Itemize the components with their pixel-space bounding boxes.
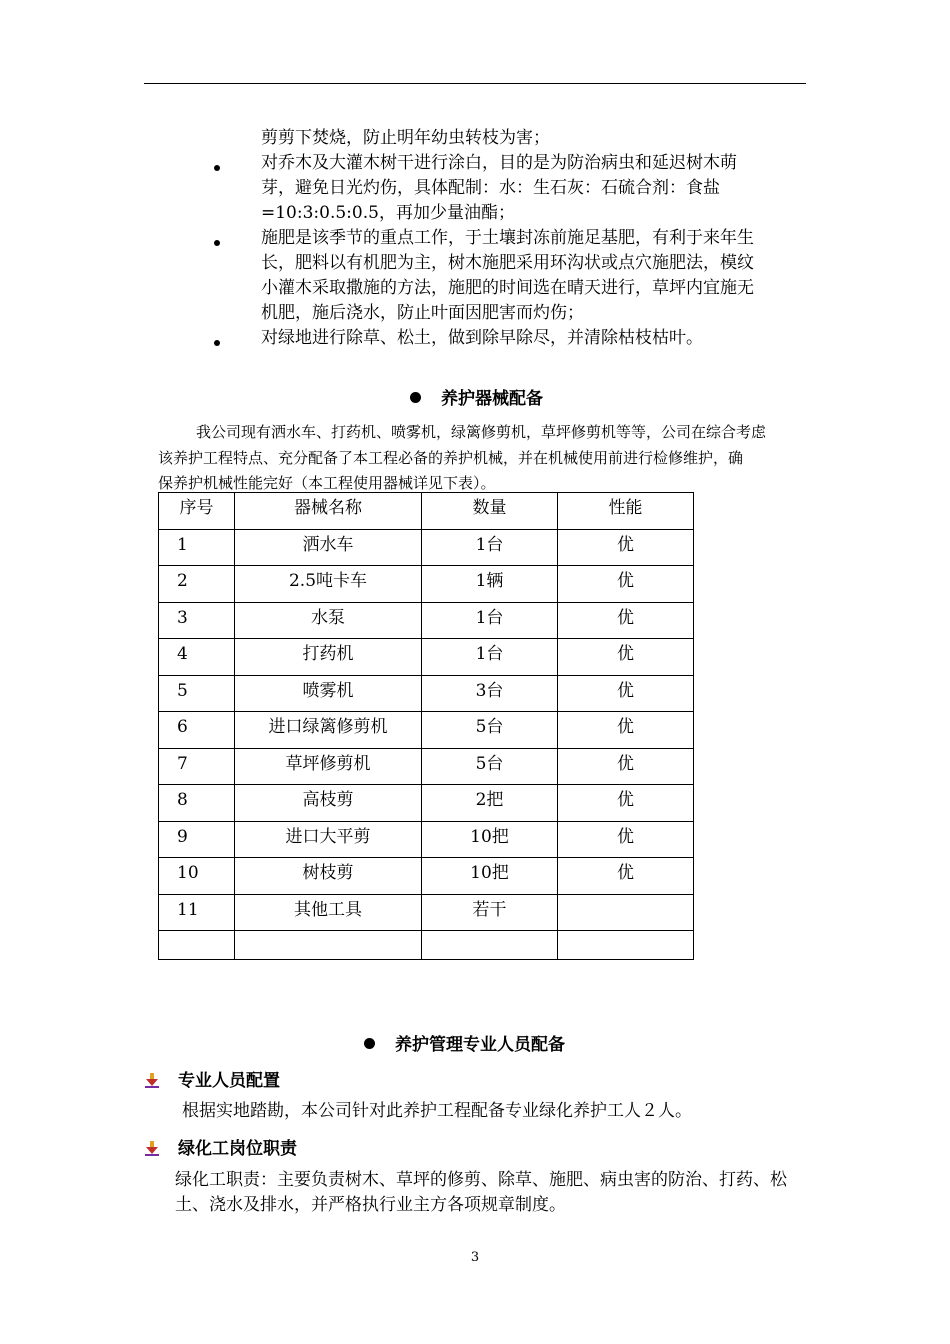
table-row	[159, 785, 694, 822]
cell-qty: 10把	[422, 858, 558, 895]
cell-index: 8	[159, 785, 235, 822]
cell-name: 2.5吨卡车	[235, 566, 422, 603]
cell-name: 喷雾机	[235, 675, 422, 712]
cell-perf: 优	[558, 602, 694, 639]
cell-index: 4	[159, 639, 235, 676]
cell-qty: 2把	[422, 785, 558, 822]
table-row	[159, 821, 694, 858]
cell-qty	[422, 931, 558, 960]
bullet-dot	[410, 392, 421, 403]
cell-perf	[558, 931, 694, 960]
page-number: 3	[470, 1250, 480, 1265]
cell-qty: 10把	[422, 821, 558, 858]
cell-index: 9	[159, 821, 235, 858]
duties-line-1: 绿化工职责：主要负责树木、草坪的修剪、除草、施肥、病虫害的防治、打药、松	[175, 1170, 787, 1190]
bullet-2-line-1: 施肥是该季节的重点工作，于土壤封冻前施足基肥，有利于来年生	[261, 228, 754, 248]
bullet-dot	[214, 240, 220, 246]
cell-name: 进口绿篱修剪机	[235, 712, 422, 749]
cell-name: 打药机	[235, 639, 422, 676]
intro-line-3: 保养护机械性能完好（本工程使用器械详见下表）。	[158, 474, 496, 492]
cell-perf: 优	[558, 858, 694, 895]
cell-name: 树枝剪	[235, 858, 422, 895]
bullet-dot	[364, 1038, 375, 1049]
subheading-staffing: 专业人员配置	[144, 1066, 280, 1091]
cell-perf	[558, 894, 694, 931]
cell-index: 2	[159, 566, 235, 603]
table-header-row	[159, 493, 694, 530]
bullet-2-line-4: 机肥，施后浇水，防止叶面因肥害而灼伤；	[261, 303, 584, 323]
cell-name	[235, 931, 422, 960]
cell-index: 5	[159, 675, 235, 712]
cell-qty: 1辆	[422, 566, 558, 603]
cell-index: 3	[159, 602, 235, 639]
bullet-2-line-2: 长，肥料以有机肥为主，树木施肥采用环沟状或点穴施肥法，模纹	[261, 253, 754, 273]
intro-line-2: 该养护工程特点、充分配备了本工程必备的养护机械，并在机械使用前进行检修维护，确	[158, 449, 744, 467]
cell-perf: 优	[558, 821, 694, 858]
table-row	[159, 675, 694, 712]
cell-name: 草坪修剪机	[235, 748, 422, 785]
bullet-1-line-1: 对乔木及大灌木树干进行涂白，目的是为防治病虫和延迟树木萌	[261, 153, 737, 173]
cell-perf: 优	[558, 529, 694, 566]
cell-perf: 优	[558, 785, 694, 822]
table-row	[159, 566, 694, 603]
cell-qty: 5台	[422, 712, 558, 749]
cell-name: 其他工具	[235, 894, 422, 931]
bullet-dot	[214, 340, 220, 346]
table-row	[159, 639, 694, 676]
cell-perf: 优	[558, 675, 694, 712]
cell-index: 6	[159, 712, 235, 749]
cell-perf: 优	[558, 712, 694, 749]
cell-qty: 1台	[422, 529, 558, 566]
table-header: 数量	[422, 493, 558, 530]
cell-qty: 3台	[422, 675, 558, 712]
cell-qty: 5台	[422, 748, 558, 785]
table-row	[159, 529, 694, 566]
cell-index: 7	[159, 748, 235, 785]
bullet-3-line-1: 对绿地进行除草、松土，做到除早除尽，并清除枯枝枯叶。	[261, 328, 703, 348]
cell-perf: 优	[558, 566, 694, 603]
cell-qty: 1台	[422, 602, 558, 639]
staffing-text: 根据实地踏勘，本公司针对此养护工程配备专业绿化养护工人２人。	[182, 1101, 692, 1121]
table-row	[159, 602, 694, 639]
bullet-2-line-3: 小灌木采取撒施的方法，施肥的时间选在晴天进行，草坪内宜施无	[261, 278, 754, 298]
header-rule	[144, 83, 806, 84]
bullet-1-line-2: 芽，避免日光灼伤，具体配制：水：生石灰：石硫合剂：食盐	[261, 178, 720, 198]
cell-name: 洒水车	[235, 529, 422, 566]
table-row	[159, 858, 694, 895]
cell-name: 进口大平剪	[235, 821, 422, 858]
table-row	[159, 712, 694, 749]
table-row	[159, 748, 694, 785]
down-arrow-icon	[144, 1140, 160, 1156]
equipment-table	[158, 492, 694, 960]
bullet-1-line-3: =10:3:0.5:0.5，再加少量油酯；	[261, 203, 515, 223]
cell-index	[159, 931, 235, 960]
cell-index: 1	[159, 529, 235, 566]
cell-perf: 优	[558, 639, 694, 676]
cell-qty: 1台	[422, 639, 558, 676]
cell-index: 11	[159, 894, 235, 931]
cell-name: 水泵	[235, 602, 422, 639]
cell-name: 高枝剪	[235, 785, 422, 822]
table-header: 器械名称	[235, 493, 422, 530]
table-header: 性能	[558, 493, 694, 530]
subheading-duties: 绿化工岗位职责	[144, 1134, 297, 1159]
continuation-line: 剪剪下焚烧，防止明年幼虫转枝为害；	[261, 128, 550, 148]
cell-qty: 若干	[422, 894, 558, 931]
section-heading-personnel: 养护管理专业人员配备	[364, 1030, 565, 1055]
bullet-dot	[214, 165, 220, 171]
cell-index: 10	[159, 858, 235, 895]
down-arrow-icon	[144, 1072, 160, 1088]
table-row	[159, 894, 694, 931]
table-row	[159, 931, 694, 960]
table-header: 序号	[159, 493, 235, 530]
cell-perf: 优	[558, 748, 694, 785]
duties-line-2: 土、浇水及排水，并严格执行业主方各项规章制度。	[175, 1195, 566, 1215]
section-heading-equipment: 养护器械配备	[410, 384, 543, 409]
intro-line-1: 我公司现有洒水车、打药机、喷雾机，绿篱修剪机，草坪修剪机等等，公司在综合考虑	[196, 423, 767, 441]
